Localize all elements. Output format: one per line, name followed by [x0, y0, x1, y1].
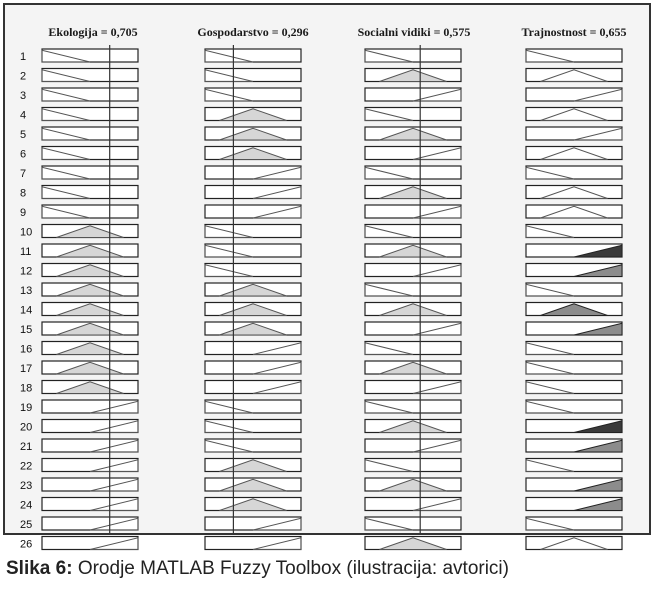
mf-box	[205, 225, 301, 238]
mf-box	[526, 400, 622, 413]
mf-box	[526, 283, 622, 296]
mf-box	[526, 517, 622, 530]
rule-cell	[526, 283, 622, 296]
rule-cell	[42, 439, 138, 452]
rule-row	[20, 108, 622, 122]
mf-box	[205, 361, 301, 374]
rule-cell	[42, 225, 138, 238]
mf-box	[205, 342, 301, 355]
rule-cell	[365, 147, 461, 160]
mf-box	[365, 498, 461, 511]
rule-cell	[365, 303, 461, 316]
rule-number: 18	[20, 382, 33, 395]
rule-cell	[205, 537, 301, 550]
rule-cell	[526, 186, 622, 199]
mf-box	[526, 205, 622, 218]
rule-cell	[365, 361, 461, 374]
mf-box	[526, 69, 622, 82]
rule-cell	[526, 459, 622, 472]
rule-row	[20, 244, 622, 258]
rule-cell	[42, 49, 138, 62]
rule-number: 4	[20, 109, 27, 122]
rule-cell	[526, 420, 622, 433]
rule-cell	[365, 381, 461, 394]
rule-cell	[526, 69, 622, 82]
column-header-4: Trajnostnost = 0,655	[521, 25, 627, 39]
rule-cell	[42, 342, 138, 355]
rule-cell	[205, 478, 301, 491]
rule-cell	[42, 498, 138, 511]
rule-cell	[205, 88, 301, 101]
rule-number: 20	[20, 421, 33, 434]
mf-box	[365, 459, 461, 472]
rule-cell	[42, 537, 138, 550]
rule-cell	[42, 244, 138, 257]
mf-box	[42, 517, 138, 530]
rule-cell	[526, 381, 622, 394]
caption-label: Slika 6:	[6, 558, 73, 579]
rule-row	[20, 88, 622, 102]
mf-box	[205, 400, 301, 413]
rule-cell	[365, 537, 461, 550]
figure-caption	[6, 558, 509, 580]
rule-cell	[205, 147, 301, 160]
rule-cell	[365, 108, 461, 121]
rule-number: 16	[20, 343, 33, 356]
rule-cell	[526, 225, 622, 238]
mf-box	[205, 69, 301, 82]
rule-cell	[365, 459, 461, 472]
rule-cell	[526, 88, 622, 101]
mf-box	[42, 478, 138, 491]
rule-cell	[42, 264, 138, 277]
mf-box	[526, 186, 622, 199]
rule-number: 1	[20, 51, 27, 63]
rule-viewer	[5, 5, 649, 551]
rule-number: 3	[20, 90, 27, 102]
rule-cell	[365, 498, 461, 511]
mf-box	[526, 127, 622, 140]
rule-number: 5	[20, 129, 27, 141]
rule-number: 21	[20, 441, 33, 453]
rule-number: 24	[20, 499, 33, 512]
rule-row	[20, 49, 622, 63]
rule-number: 26	[20, 538, 33, 551]
rule-cell	[42, 420, 138, 433]
rule-cell	[205, 166, 301, 179]
rule-cell	[526, 303, 622, 316]
rule-cell	[42, 166, 138, 179]
rule-row	[20, 205, 622, 219]
rule-number: 9	[20, 207, 27, 219]
rule-row	[20, 264, 622, 278]
rule-row	[20, 283, 622, 297]
mf-box	[526, 147, 622, 160]
mf-box	[205, 264, 301, 277]
rule-cell	[205, 420, 301, 433]
rule-number: 17	[20, 363, 33, 375]
rule-cell	[205, 498, 301, 511]
rule-cell	[365, 205, 461, 218]
mf-box	[42, 108, 138, 121]
mf-box	[42, 420, 138, 433]
rule-cell	[42, 69, 138, 82]
rule-row	[20, 478, 622, 492]
rule-cell	[365, 186, 461, 199]
rule-cell	[365, 342, 461, 355]
mf-box	[365, 225, 461, 238]
rule-cell	[365, 400, 461, 413]
rule-row	[20, 322, 622, 336]
mf-box	[42, 400, 138, 413]
rule-cell	[205, 205, 301, 218]
mf-box	[205, 205, 301, 218]
rule-number: 15	[20, 324, 33, 336]
mf-box	[365, 205, 461, 218]
rule-row	[20, 498, 622, 512]
rule-number: 19	[20, 402, 33, 414]
rule-number: 14	[20, 304, 33, 317]
rule-row	[20, 342, 622, 356]
rule-cell	[365, 244, 461, 257]
rule-cell	[205, 69, 301, 82]
mf-box	[526, 537, 622, 550]
rule-cell	[365, 478, 461, 491]
rule-row	[20, 381, 622, 395]
mf-box	[205, 49, 301, 62]
mf-box	[365, 166, 461, 179]
rule-cell	[42, 517, 138, 530]
rule-cell	[205, 225, 301, 238]
rule-cell	[526, 108, 622, 121]
rule-row	[20, 303, 622, 317]
rule-row	[20, 69, 622, 83]
rule-cell	[42, 303, 138, 316]
column-header-1: Ekologija = 0,705	[48, 25, 138, 39]
rule-number: 13	[20, 285, 33, 297]
rule-cell	[526, 127, 622, 140]
rule-cell	[205, 244, 301, 257]
rule-number: 7	[20, 168, 27, 180]
rule-row	[20, 420, 622, 434]
rule-cell	[526, 537, 622, 550]
mf-box	[205, 420, 301, 433]
rule-number: 2	[20, 70, 27, 83]
rule-cell	[365, 225, 461, 238]
mf-box	[526, 381, 622, 394]
rule-row	[20, 166, 622, 180]
mf-box	[526, 108, 622, 121]
rule-cell	[42, 205, 138, 218]
rule-cell	[42, 108, 138, 121]
rule-cell	[365, 322, 461, 335]
rule-cell	[365, 127, 461, 140]
rule-cell	[365, 420, 461, 433]
rule-cell	[205, 186, 301, 199]
mf-box	[205, 88, 301, 101]
rule-cell	[42, 322, 138, 335]
mf-box	[42, 166, 138, 179]
rule-cell	[526, 147, 622, 160]
rule-row	[20, 147, 622, 161]
mf-box	[365, 381, 461, 394]
mf-box	[365, 49, 461, 62]
mf-box	[526, 88, 622, 101]
mf-box	[365, 108, 461, 121]
rule-cell	[526, 166, 622, 179]
mf-box	[42, 49, 138, 62]
mf-box	[205, 517, 301, 530]
rule-cell	[205, 381, 301, 394]
rule-cell	[205, 459, 301, 472]
rule-cell	[42, 400, 138, 413]
rule-cell	[42, 127, 138, 140]
rule-cell	[42, 478, 138, 491]
mf-box	[526, 49, 622, 62]
rule-number: 6	[20, 148, 27, 161]
mf-box	[42, 205, 138, 218]
rule-cell	[526, 439, 622, 452]
rule-cell	[365, 517, 461, 530]
mf-box	[365, 88, 461, 101]
rule-row	[20, 459, 622, 473]
rule-row	[20, 517, 622, 531]
mf-box	[205, 381, 301, 394]
rule-viewer-frame	[3, 3, 651, 551]
rule-cell	[526, 342, 622, 355]
mf-box	[365, 322, 461, 335]
rule-row	[20, 439, 622, 453]
rule-cell	[205, 49, 301, 62]
mf-box	[42, 127, 138, 140]
mf-box	[205, 186, 301, 199]
mf-box	[526, 166, 622, 179]
rule-cell	[205, 108, 301, 121]
rule-cell	[42, 283, 138, 296]
rule-cell	[42, 361, 138, 374]
rule-cell	[526, 322, 622, 335]
mf-box	[42, 459, 138, 472]
rule-number: 22	[20, 460, 33, 473]
mf-box	[526, 361, 622, 374]
mf-box	[42, 69, 138, 82]
rule-cell	[205, 517, 301, 530]
rule-cell	[205, 322, 301, 335]
rule-cell	[365, 283, 461, 296]
mf-box	[365, 400, 461, 413]
mf-box	[205, 244, 301, 257]
rule-number: 12	[20, 265, 33, 278]
mf-box	[42, 88, 138, 101]
rule-cell	[365, 166, 461, 179]
rule-cell	[205, 127, 301, 140]
rule-cell	[526, 361, 622, 374]
mf-box	[365, 264, 461, 277]
mf-box	[205, 537, 301, 550]
caption-text: Orodje MATLAB Fuzzy Toolbox (ilustracija: avtorici)	[77, 558, 509, 579]
rule-number: 8	[20, 187, 27, 200]
rule-row	[20, 127, 622, 141]
rule-cell	[205, 400, 301, 413]
rule-number: 11	[20, 246, 32, 258]
rule-cell	[526, 49, 622, 62]
rule-cell	[526, 478, 622, 491]
rule-cell	[205, 264, 301, 277]
mf-box	[42, 498, 138, 511]
rule-cell	[205, 361, 301, 374]
rule-number: 23	[20, 480, 33, 492]
mf-box	[365, 147, 461, 160]
rule-cell	[526, 244, 622, 257]
rule-row	[20, 225, 622, 239]
mf-box	[526, 459, 622, 472]
rule-cell	[42, 381, 138, 394]
mf-box	[365, 517, 461, 530]
rule-cell	[365, 264, 461, 277]
mf-box	[42, 537, 138, 550]
mf-box	[42, 186, 138, 199]
rule-cell	[365, 439, 461, 452]
rule-cell	[365, 49, 461, 62]
rule-cell	[42, 88, 138, 101]
rule-cell	[526, 264, 622, 277]
rule-number: 10	[20, 226, 33, 239]
rule-cell	[205, 283, 301, 296]
rule-number: 25	[20, 519, 33, 531]
rule-cell	[205, 303, 301, 316]
mf-box	[365, 342, 461, 355]
mf-box	[526, 342, 622, 355]
mf-box	[365, 439, 461, 452]
rule-cell	[205, 439, 301, 452]
column-header-3: Socialni vidiki = 0,575	[357, 25, 471, 39]
mf-box	[205, 439, 301, 452]
mf-box	[365, 283, 461, 296]
rule-cell	[42, 459, 138, 472]
rule-cell	[526, 517, 622, 530]
mf-box	[42, 439, 138, 452]
rule-row	[20, 361, 622, 375]
mf-box	[205, 166, 301, 179]
rule-cell	[526, 498, 622, 511]
rule-cell	[205, 342, 301, 355]
rule-cell	[365, 69, 461, 82]
rule-cell	[365, 88, 461, 101]
rule-cell	[526, 205, 622, 218]
rule-row	[20, 400, 622, 414]
rule-row	[20, 186, 622, 200]
mf-box	[42, 147, 138, 160]
column-header-2: Gospodarstvo = 0,296	[197, 25, 309, 39]
mf-box	[526, 225, 622, 238]
rule-cell	[42, 186, 138, 199]
rule-cell	[42, 147, 138, 160]
rule-row	[20, 537, 622, 551]
rule-cell	[526, 400, 622, 413]
